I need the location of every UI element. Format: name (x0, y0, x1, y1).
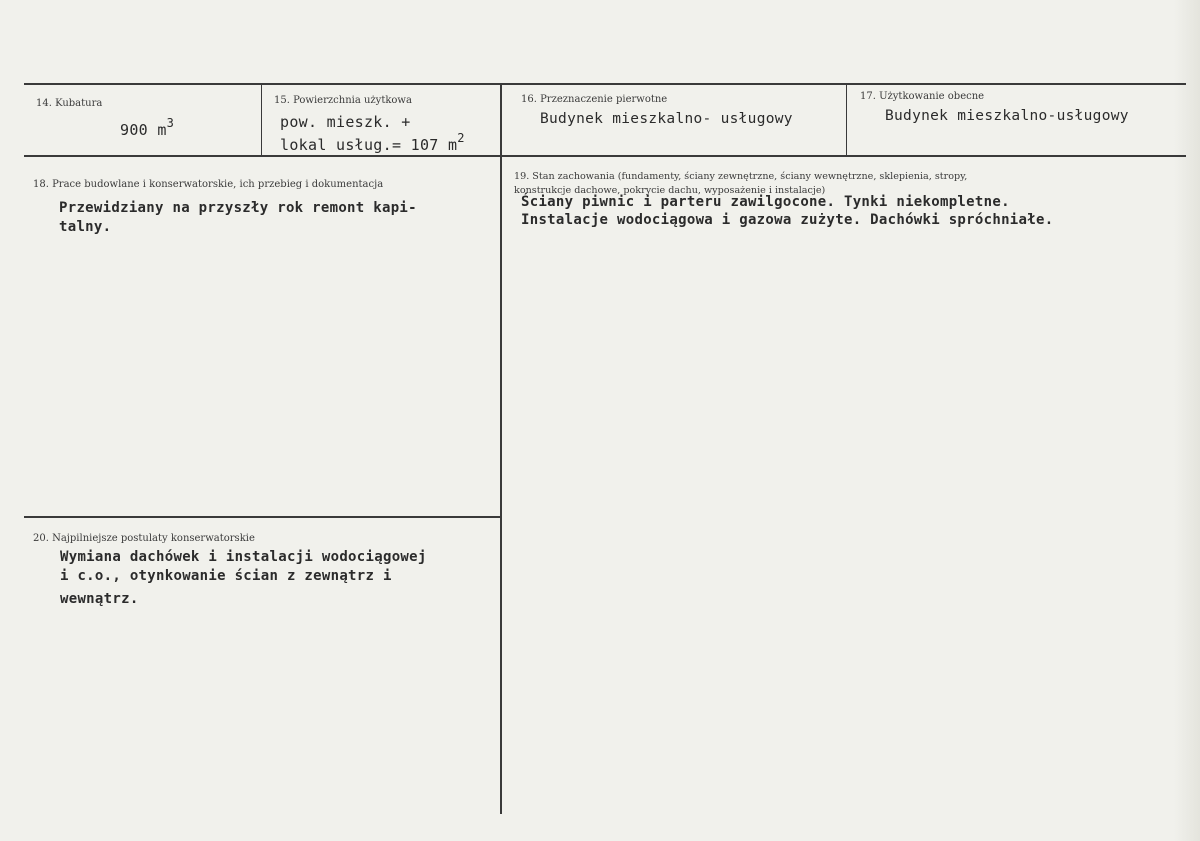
top-rule (24, 83, 1186, 85)
row1-bottom-rule (24, 155, 1186, 157)
field-20-line1: Wymiana dachówek i instalacji wodociągowej (60, 549, 427, 565)
paper-edge (1174, 0, 1200, 841)
divider-main (500, 84, 502, 814)
field-16-value: Budynek mieszkalno- usługowy (540, 111, 793, 127)
area-unit-exponent: 2 (457, 131, 465, 145)
divider-14-15 (261, 84, 262, 156)
field-20-line2: i c.o., otynkowanie ścian z zewnątrz i (60, 568, 392, 584)
field-19-line1: Ściany piwnic i parteru zawilgocone. Tynki niekompletne. (521, 194, 1010, 210)
field-20-line3: wewnątrz. (60, 591, 139, 607)
left-column-divider-rule (24, 516, 500, 518)
field-16-label: 16. Przeznaczenie pierwotne (521, 94, 668, 105)
field-17-value: Budynek mieszkalno-usługowy (885, 108, 1129, 124)
field-19-label-line1: 19. Stan zachowania (fundamenty, ściany zewnętrzne, ściany wewnętrzne, sklepienia, stropy, (514, 171, 968, 182)
area-value: lokal usług.= 107 m (280, 136, 458, 154)
field-15-line1: pow. mieszk. + (280, 113, 411, 131)
divider-16-17 (846, 84, 847, 156)
field-18-label: 18. Prace budowlane i konserwatorskie, ich przebieg i dokumentacja (33, 179, 384, 190)
field-19-line2: Instalacje wodociągowa i gazowa zużyte. Dachówki spróchniałe. (521, 212, 1054, 228)
cubature-value: 900 m (120, 121, 167, 139)
field-14-label: 14. Kubatura (36, 98, 103, 109)
field-19-label-line2: konstrukcje dachowe, pokrycie dachu, wyposażenie i instalacje) (514, 185, 826, 196)
field-15-label: 15. Powierzchnia użytkowa (274, 95, 412, 106)
field-17-label: 17. Użytkowanie obecne (860, 91, 985, 102)
field-15-line2 (280, 131, 465, 154)
field-20-label: 20. Najpilniejsze postulaty konserwatorskie (33, 533, 255, 544)
cubature-unit-exponent: 3 (166, 116, 175, 130)
field-18-line1: Przewidziany na przyszły rok remont kapi- (59, 200, 417, 216)
field-18-line2: talny. (59, 219, 112, 235)
field-14-value (120, 116, 174, 139)
